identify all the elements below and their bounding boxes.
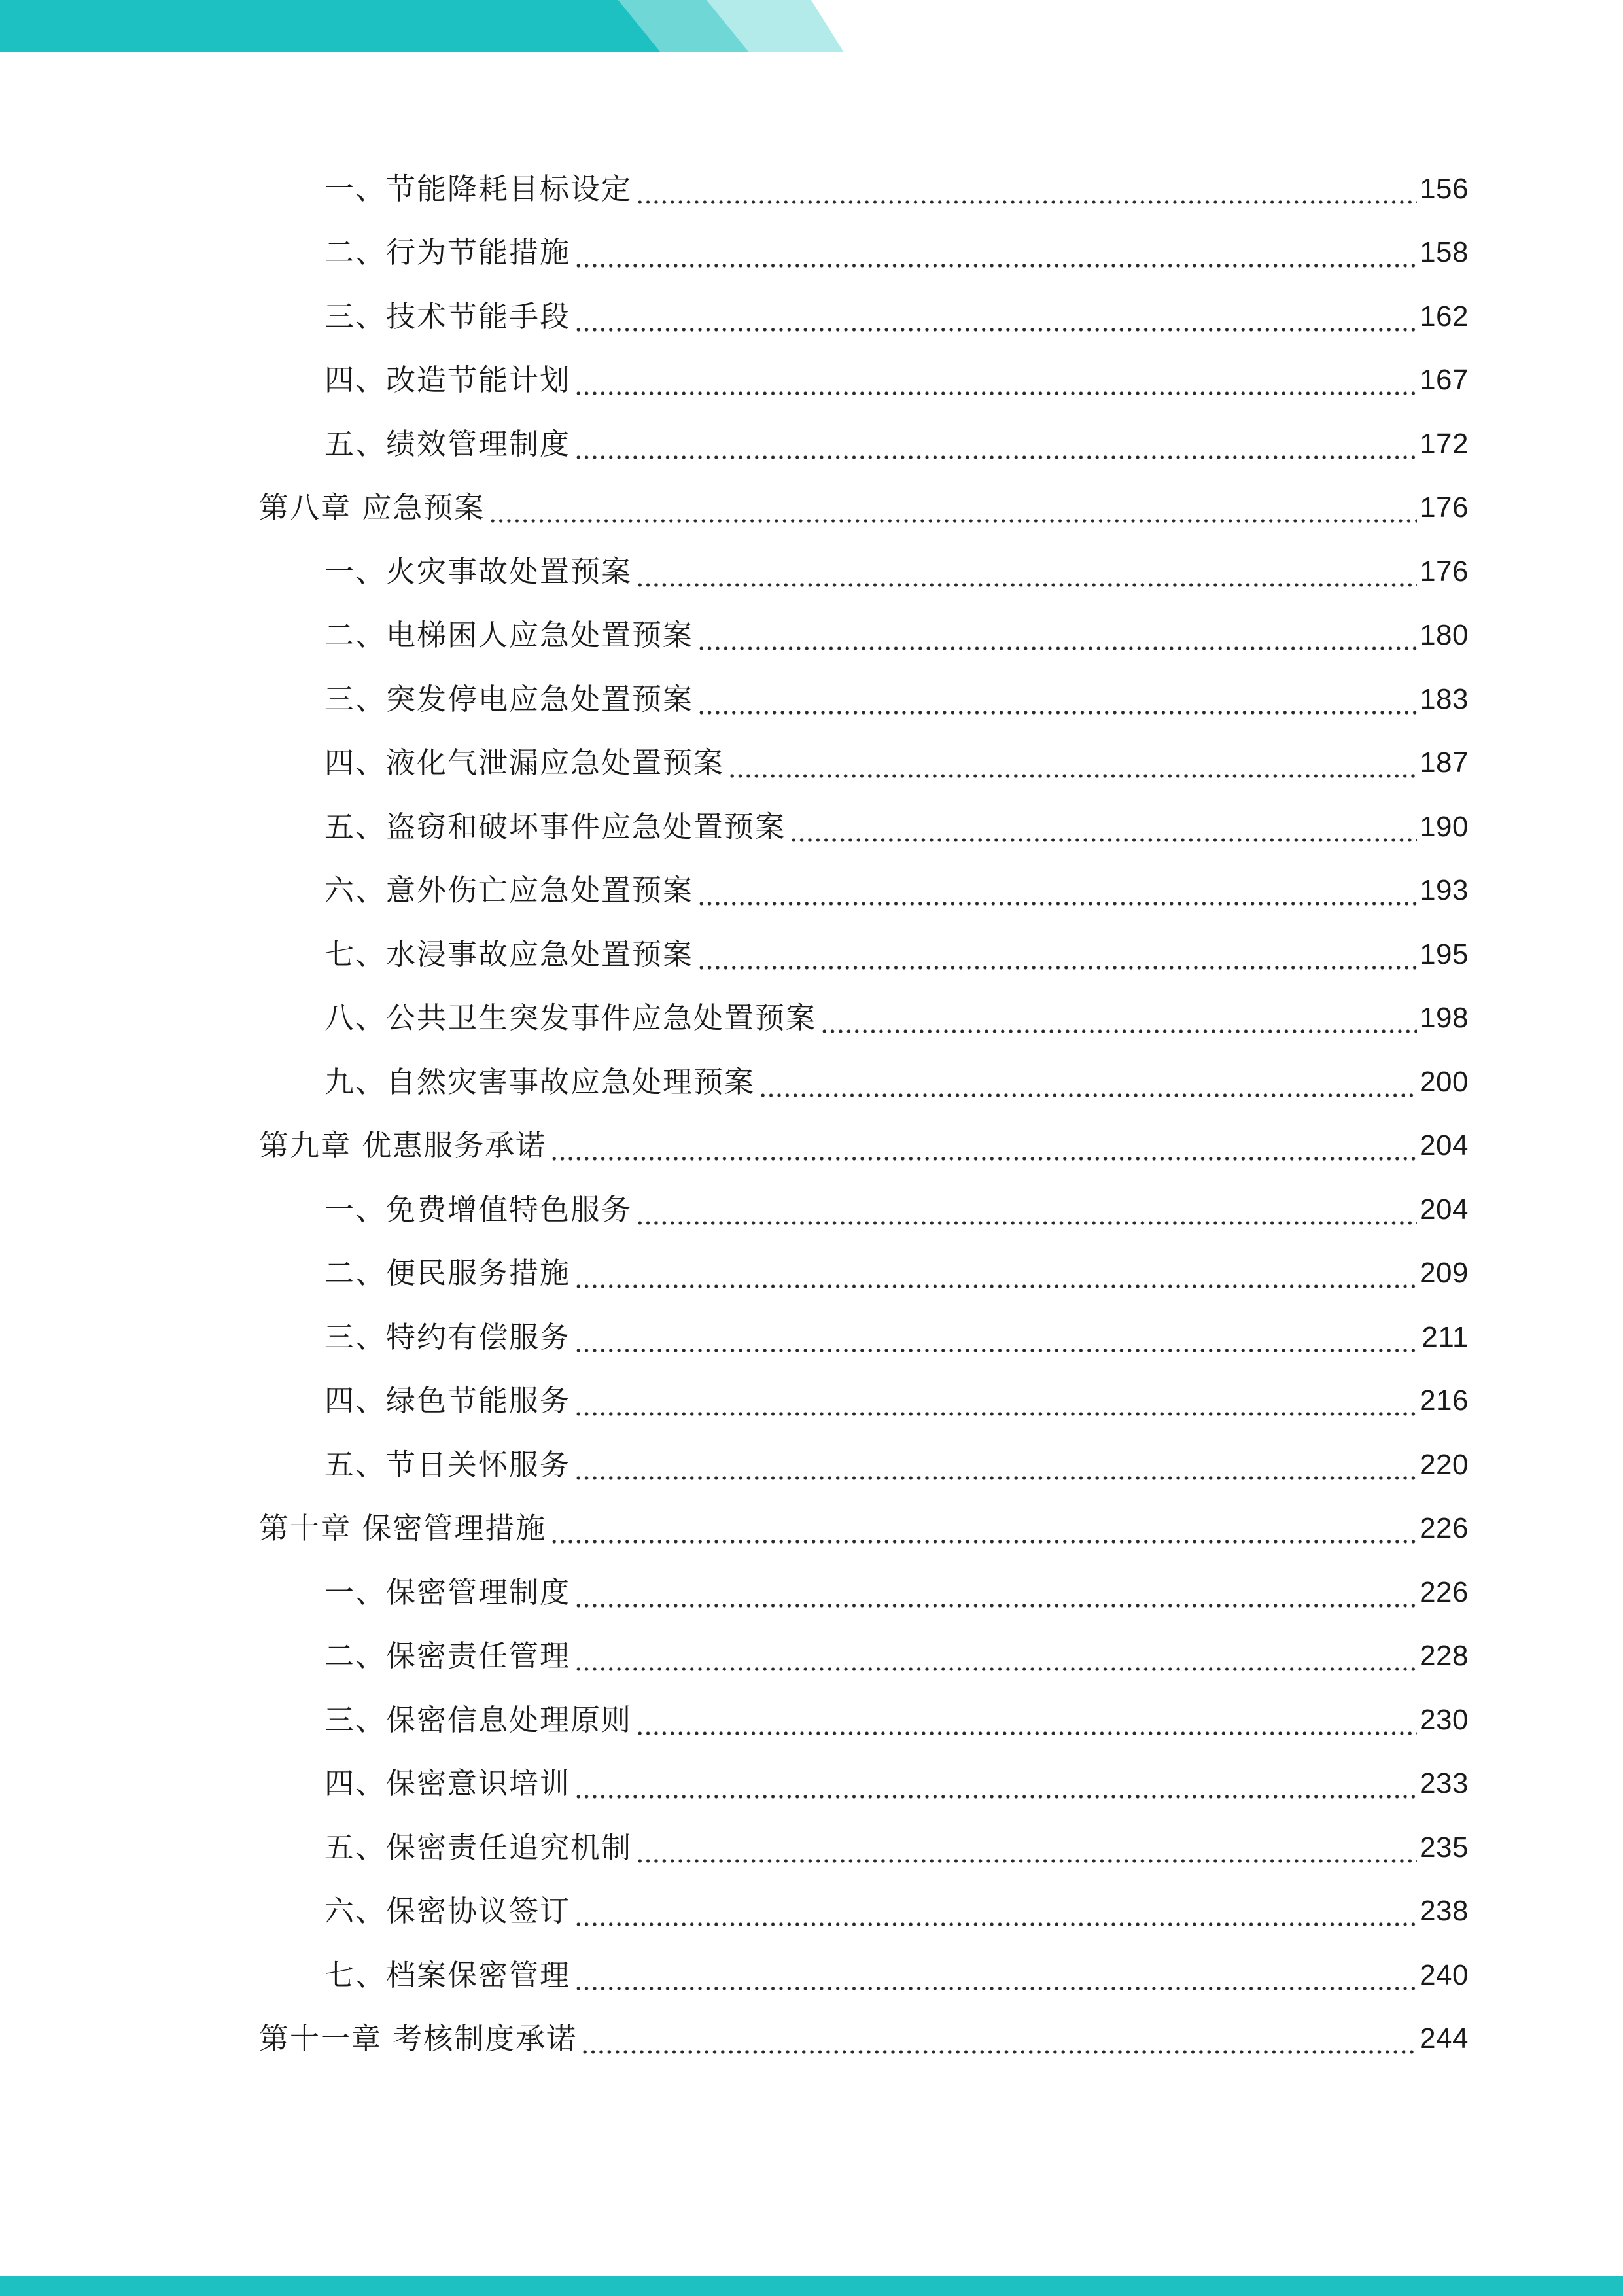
toc-entry-page: 183 xyxy=(1420,682,1469,715)
toc-entry-page: 216 xyxy=(1420,1385,1469,1417)
toc-entry[interactable] xyxy=(0,667,1623,732)
toc-entry-title: 二、行为节能措施 xyxy=(324,235,571,270)
toc-entry-page: 180 xyxy=(1420,619,1469,652)
toc-entry-title: 第九章 优惠服务承诺 xyxy=(259,1128,547,1163)
toc-entry-page: 190 xyxy=(1420,810,1469,843)
toc-dot-leader xyxy=(636,169,1417,209)
toc-dot-leader xyxy=(697,871,1417,910)
toc-dot-leader xyxy=(574,1956,1417,1995)
toc-dot-leader xyxy=(574,361,1417,400)
toc-dot-leader xyxy=(574,1636,1417,1676)
toc-entry-title: 五、节日关怀服务 xyxy=(324,1447,571,1482)
toc-entry-title: 三、保密信息处理原则 xyxy=(324,1702,633,1737)
toc-entry-title: 二、电梯困人应急处置预案 xyxy=(324,618,694,653)
toc-dot-leader xyxy=(759,1063,1417,1102)
toc-entry-title: 二、便民服务措施 xyxy=(324,1256,571,1291)
toc-entry[interactable] xyxy=(0,540,1623,604)
toc-entry[interactable] xyxy=(0,1050,1623,1114)
toc-dot-leader xyxy=(574,1892,1417,1931)
toc-entry-title: 五、盗窃和破坏事件应急处置预案 xyxy=(324,809,786,844)
toc-chapter-entry[interactable] xyxy=(0,1114,1623,1178)
toc-entry-page: 162 xyxy=(1420,300,1469,332)
toc-entry-page: 228 xyxy=(1420,1640,1469,1672)
bottom-bar-fill xyxy=(0,2276,1623,2296)
toc-entry[interactable] xyxy=(0,1625,1623,1689)
toc-dot-leader xyxy=(574,1318,1419,1357)
toc-entry-title: 一、节能降耗目标设定 xyxy=(324,171,633,206)
toc-entry-page: 158 xyxy=(1420,236,1469,269)
toc-dot-leader xyxy=(550,1126,1417,1165)
toc-dot-leader xyxy=(697,616,1417,655)
toc-entry-page: 156 xyxy=(1420,172,1469,205)
toc-dot-leader xyxy=(636,1701,1417,1740)
toc-entry-page: 195 xyxy=(1420,938,1469,970)
toc-chapter-entry[interactable] xyxy=(0,476,1623,540)
toc-entry-title: 四、改造节能计划 xyxy=(324,362,571,398)
toc-entry[interactable] xyxy=(0,923,1623,987)
toc-entry[interactable] xyxy=(0,795,1623,859)
toc-entry-title: 四、液化气泄漏应急处置预案 xyxy=(324,745,725,781)
toc-entry-title: 九、自然灾害事故应急处理预案 xyxy=(324,1064,756,1099)
toc-entry-page: 238 xyxy=(1420,1895,1469,1928)
toc-entry-title: 三、突发停电应急处置预案 xyxy=(324,681,694,716)
toc-entry-page: 167 xyxy=(1420,364,1469,397)
toc-entry-title: 第十一章 考核制度承诺 xyxy=(259,2021,578,2057)
toc-entry-title: 第八章 应急预案 xyxy=(259,490,485,525)
toc-dot-leader xyxy=(550,1509,1417,1548)
toc-entry-page: 187 xyxy=(1420,747,1469,779)
toc-entry-page: 230 xyxy=(1420,1703,1469,1736)
toc-dot-leader xyxy=(574,233,1417,272)
toc-entry-page: 193 xyxy=(1420,874,1469,907)
toc-entry[interactable] xyxy=(0,859,1623,923)
toc-entry-title: 三、特约有偿服务 xyxy=(324,1319,571,1354)
toc-entry[interactable] xyxy=(0,1369,1623,1434)
bottom-bar-decoration xyxy=(0,2276,1623,2296)
toc-dot-leader xyxy=(581,2019,1417,2058)
toc-entry-page: 235 xyxy=(1420,1831,1469,1863)
toc-entry-title: 第十章 保密管理措施 xyxy=(259,1511,547,1546)
toc-entry[interactable] xyxy=(0,221,1623,285)
toc-dot-leader xyxy=(574,297,1417,336)
toc-entry-page: 240 xyxy=(1420,1958,1469,1991)
toc-entry[interactable] xyxy=(0,1242,1623,1306)
toc-entry-page: 198 xyxy=(1420,1002,1469,1034)
toc-dot-leader xyxy=(697,680,1417,719)
toc-entry-page: 209 xyxy=(1420,1257,1469,1290)
toc-entry-page: 211 xyxy=(1422,1320,1469,1353)
toc-entry[interactable] xyxy=(0,987,1623,1051)
toc-dot-leader xyxy=(728,743,1417,783)
toc-entry[interactable] xyxy=(0,1178,1623,1242)
toc-entry-title: 七、档案保密管理 xyxy=(324,1957,571,1992)
toc-entry[interactable] xyxy=(0,349,1623,413)
toc-chapter-entry[interactable] xyxy=(0,2007,1623,2072)
toc-dot-leader xyxy=(574,1254,1417,1293)
toc-dot-leader xyxy=(574,1445,1417,1485)
toc-entry-page: 244 xyxy=(1420,2022,1469,2055)
toc-entry[interactable] xyxy=(0,1816,1623,1880)
toc-entry[interactable] xyxy=(0,1305,1623,1369)
toc-dot-leader xyxy=(697,935,1417,974)
toc-entry-title: 八、公共卫生突发事件应急处置预案 xyxy=(324,1000,817,1036)
toc-entry-page: 204 xyxy=(1420,1129,1469,1162)
toc-entry[interactable] xyxy=(0,285,1623,349)
toc-entry-title: 七、水浸事故应急处置预案 xyxy=(324,936,694,972)
toc-entry-title: 四、保密意识培训 xyxy=(324,1766,571,1801)
toc-entry[interactable] xyxy=(0,732,1623,796)
toc-entry-page: 220 xyxy=(1420,1448,1469,1481)
toc-entry-page: 233 xyxy=(1420,1767,1469,1800)
toc-entry-title: 六、意外伤亡应急处置预案 xyxy=(324,873,694,908)
toc-dot-leader xyxy=(820,998,1417,1038)
toc-dot-leader xyxy=(790,807,1417,847)
toc-dot-leader xyxy=(574,425,1417,464)
toc-entry-page: 176 xyxy=(1420,555,1469,588)
toc-entry[interactable] xyxy=(0,1943,1623,2007)
table-of-contents xyxy=(0,157,1623,2071)
toc-entry[interactable] xyxy=(0,1561,1623,1625)
toc-entry[interactable] xyxy=(0,1752,1623,1816)
toc-entry-page: 226 xyxy=(1420,1512,1469,1545)
top-banner-decoration xyxy=(0,0,1623,52)
toc-entry[interactable] xyxy=(0,1433,1623,1497)
toc-entry-page: 176 xyxy=(1420,491,1469,524)
toc-dot-leader xyxy=(489,488,1417,527)
toc-entry-title: 一、火灾事故处置预案 xyxy=(324,554,633,589)
toc-entry[interactable] xyxy=(0,412,1623,476)
toc-dot-leader xyxy=(574,1381,1417,1421)
toc-entry-page: 200 xyxy=(1420,1065,1469,1098)
toc-dot-leader xyxy=(574,1764,1417,1803)
toc-entry-page: 172 xyxy=(1420,427,1469,460)
toc-entry-title: 六、保密协议签订 xyxy=(324,1894,571,1929)
toc-entry-page: 204 xyxy=(1420,1193,1469,1226)
toc-dot-leader xyxy=(636,552,1417,592)
toc-chapter-entry[interactable] xyxy=(0,1497,1623,1561)
toc-entry-title: 五、绩效管理制度 xyxy=(324,426,571,461)
toc-entry-title: 五、保密责任追究机制 xyxy=(324,1829,633,1865)
toc-entry[interactable] xyxy=(0,1880,1623,1944)
toc-entry-title: 一、保密管理制度 xyxy=(324,1574,571,1610)
toc-entry-page: 226 xyxy=(1420,1576,1469,1608)
toc-entry-title: 一、免费增值特色服务 xyxy=(324,1192,633,1227)
toc-dot-leader xyxy=(574,1573,1417,1612)
toc-dot-leader xyxy=(636,1190,1417,1229)
banner-primary-band xyxy=(0,0,661,52)
toc-entry-title: 四、绿色节能服务 xyxy=(324,1383,571,1419)
toc-entry-title: 三、技术节能手段 xyxy=(324,298,571,334)
toc-dot-leader xyxy=(636,1828,1417,1867)
toc-entry-title: 二、保密责任管理 xyxy=(324,1638,571,1674)
toc-entry[interactable] xyxy=(0,157,1623,221)
toc-entry[interactable] xyxy=(0,604,1623,668)
toc-entry[interactable] xyxy=(0,1688,1623,1752)
